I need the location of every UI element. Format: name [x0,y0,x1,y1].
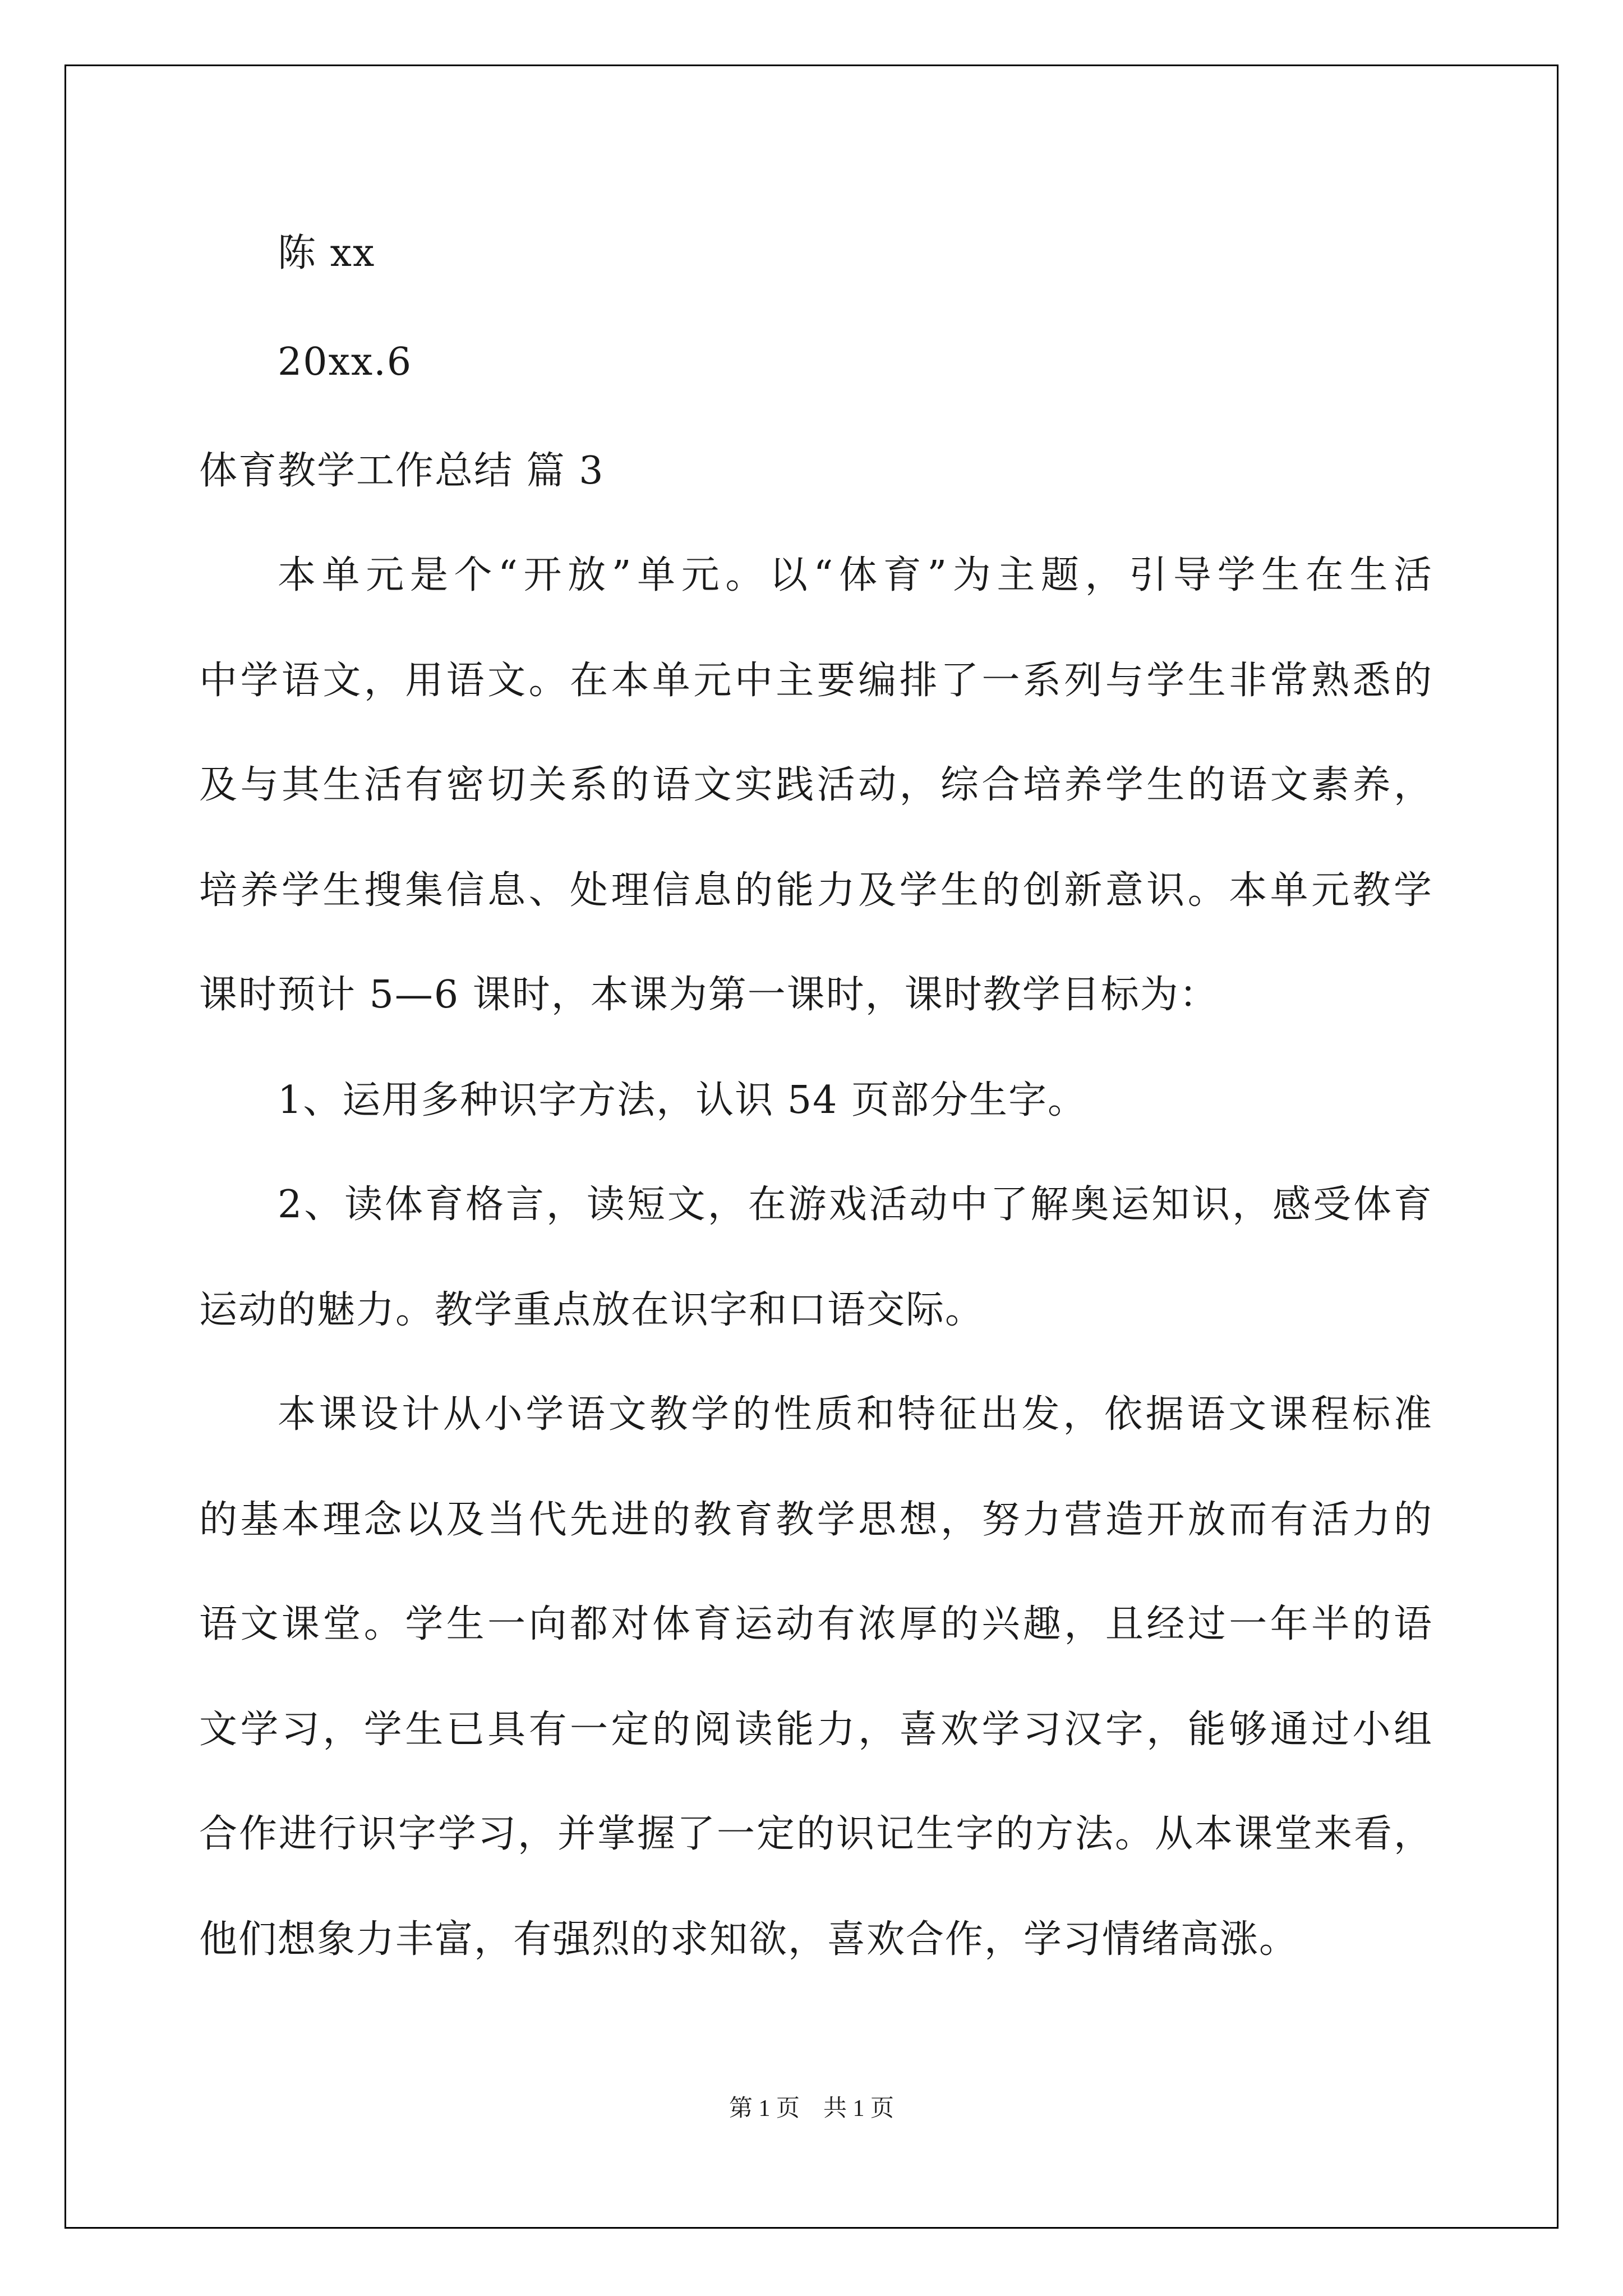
page-number: 第 1 页 [728,2096,800,2122]
section-title: 体育教学工作总结 篇 3 [199,449,605,493]
signature-date: 20xx.6 [278,340,413,384]
paragraph-line: 语文课堂。学生一向都对体育运动有浓厚的兴趣，且经过一年半的语 [199,1602,1433,1646]
paragraph-line: 运动的魅力。教学重点放在识字和口语交际。 [199,1288,985,1332]
paragraph-line: 培养学生搜集信息、处理信息的能力及学生的创新意识。本单元教学 [199,868,1433,913]
page-total: 共 1 页 [823,2096,895,2122]
page-footer [0,2097,1623,2120]
paragraph-line: 文学习，学生已具有一定的阅读能力，喜欢学习汉字，能够通过小组 [199,1708,1433,1752]
list-item: 2、读体育格言，读短文，在游戏活动中了解奥运知识，感受体育 [278,1182,1433,1227]
page-border [64,65,1559,2229]
paragraph-line: 本课设计从小学语文教学的性质和特征出发，依据语文课程标准 [278,1392,1433,1437]
paragraph-line: 本单元是个“开放”单元。以“体育”为主题，引导学生在生活 [278,553,1433,597]
paragraph-line: 及与其生活有密切关系的语文实践活动，综合培养学生的语文素养， [199,763,1433,807]
list-item: 1、运用多种识字方法，认识 54 页部分生字。 [278,1078,1087,1122]
paragraph-line: 合作进行识字学习，并掌握了一定的识记生字的方法。从本课堂来看， [199,1812,1433,1856]
paragraph-line: 中学语文，用语文。在本单元中主要编排了一系列与学生非常熟悉的 [199,659,1433,703]
paragraph-line: 的基本理念以及当代先进的教育教学思想，努力营造开放而有活力的 [199,1498,1433,1542]
paragraph-line: 他们想象力丰富，有强烈的求知欲，喜欢合作，学习情绪高涨。 [199,1917,1299,1962]
signature-name: 陈 xx [278,231,376,275]
paragraph-line: 课时预计 5—6 课时，本课为第一课时，课时教学目标为： [199,973,1219,1017]
